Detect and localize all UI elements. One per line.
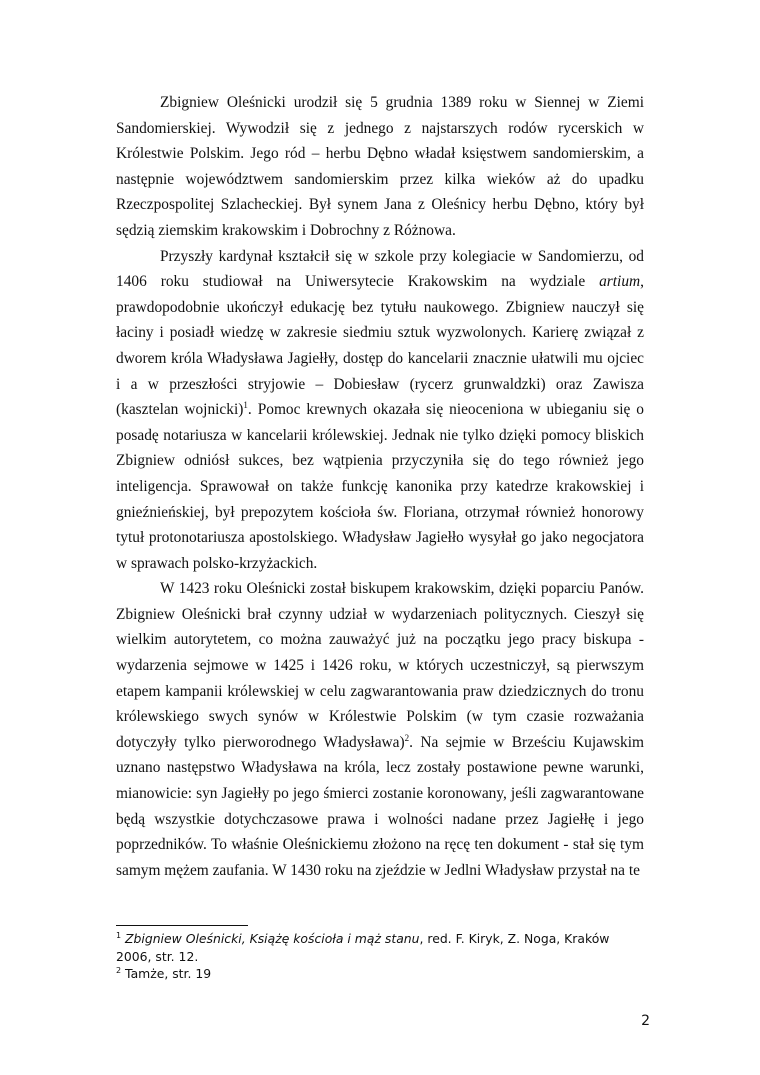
- footnote-2: $^2$ Tamże, str. 19: [116, 965, 212, 981]
- footnote-ref-1[interactable]: 1: [243, 400, 248, 410]
- body-text: [116, 90, 644, 883]
- footnote-number: 2: [116, 965, 122, 975]
- footnotes: [116, 930, 644, 983]
- paragraph-3: W 1423 roku Oleśnicki został biskupem krakowskim, dzięki poparciu Panów. Zbigniew Oleśnicki brał czynny udział w wydarzeniach politycznych. Cieszył się wielkim autorytetem, co można zauważyć już na początku jego pracy biskupa - wydarzenia sejmowe w 1425 i 1426 roku, w których uczestniczył, są pierwszym etapem kampanii królewskiej w celu zagwarantowania praw dziedzicznych do tronu królewskiego swych synów w Królestwie Polskim (w tym czasie rozważania dotyczyły tylko pierworodnego Władysława)$^2$. Na sejmie w Brześciu Kujawskim uznano następstwo Władysława na króla, lecz zostały postawione pewne warunki, mianowicie: syn Jagiełły po jego śmierci zostanie koronowany, jeśli zagwarantowane będą wszystkie dotychczasowe prawa i wolności nadane przez Jagiełłę i jego poprzedników. To właśnie Oleśnickiemu złożono na ręcę ten dokument - stał się tym samym mężem zaufania. W 1430 roku na zjeździe w Jedlni Władysław przystał na te: [116, 580, 644, 879]
- italic-term: artium: [599, 273, 641, 291]
- footnote-ref-2[interactable]: 2: [404, 732, 410, 743]
- paragraph-2: Przyszły kardynał kształcił się w szkole przy kolegiacie w Sandomierzu, od 1406 roku studiował na Uniwersytecie Krakowskim na wydziale artium, prawdopodobnie ukończył edukację bez tytułu naukowego. Zbigniew nauczył się łaciny i posiadł wiedzę w zakresie siedmiu sztuk wyzwolonych. Karierę związał z dworem króla Władysława Jagiełły, dostęp do kancelarii znacznie ułatwili mu ojciec i a w przeszłości stryjowie – Dobiesław (rycerz grunwaldzki) oraz Zawisza (kasztelan wojnicki)$^1$. Pomoc krewnych okazała się nieoceniona w ubieganiu się o posadę notariusza w kancelarii królewskiej. Jednak nie tylko dzięki pomocy bliskich Zbigniew odniósł sukces, bez wątpienia przyczyniła się do tego również jego inteligencja. Sprawował on także funkcję kanonika przy katedrze krakowskiej i gnieźnieńskiej, był prepozytem kościoła św. Floriana, otrzymał również honorowy tytuł protonotariusza apostolskiego. Władysław Jagiełło wysyłał go jako negocjatora w sprawach polsko-krzyżackich.: [116, 247, 645, 572]
- footnote-number: 1: [116, 930, 122, 940]
- page-number: 2: [641, 1013, 650, 1029]
- footnote-title: Zbigniew Oleśnicki, Książę kościoła i mąż stanu: [125, 931, 420, 946]
- footnote-1: $^1$ Zbigniew Oleśnicki, Książę kościoła i mąż stanu, red. F. Kiryk, Z. Noga, Kraków 2006, str. 12.: [116, 930, 610, 964]
- paragraph-1: Zbigniew Oleśnicki urodził się 5 grudnia 1389 roku w Siennej w Ziemi Sandomierskiej. Wywodził się z jednego z najstarszych rodów rycerskich w Królestwie Polskim. Jego ród – herbu Dębno władał księstwem sandomierskim, a następnie województwem sandomierskim przez kilka wieków aż do upadku Rzeczpospolitej Szlacheckiej. Był synem Jana z Oleśnicy herbu Dębno, który był sędzią ziemskim krakowskim i Dobrochny z Różnowa.: [116, 94, 644, 239]
- footnote-separator: [116, 925, 248, 926]
